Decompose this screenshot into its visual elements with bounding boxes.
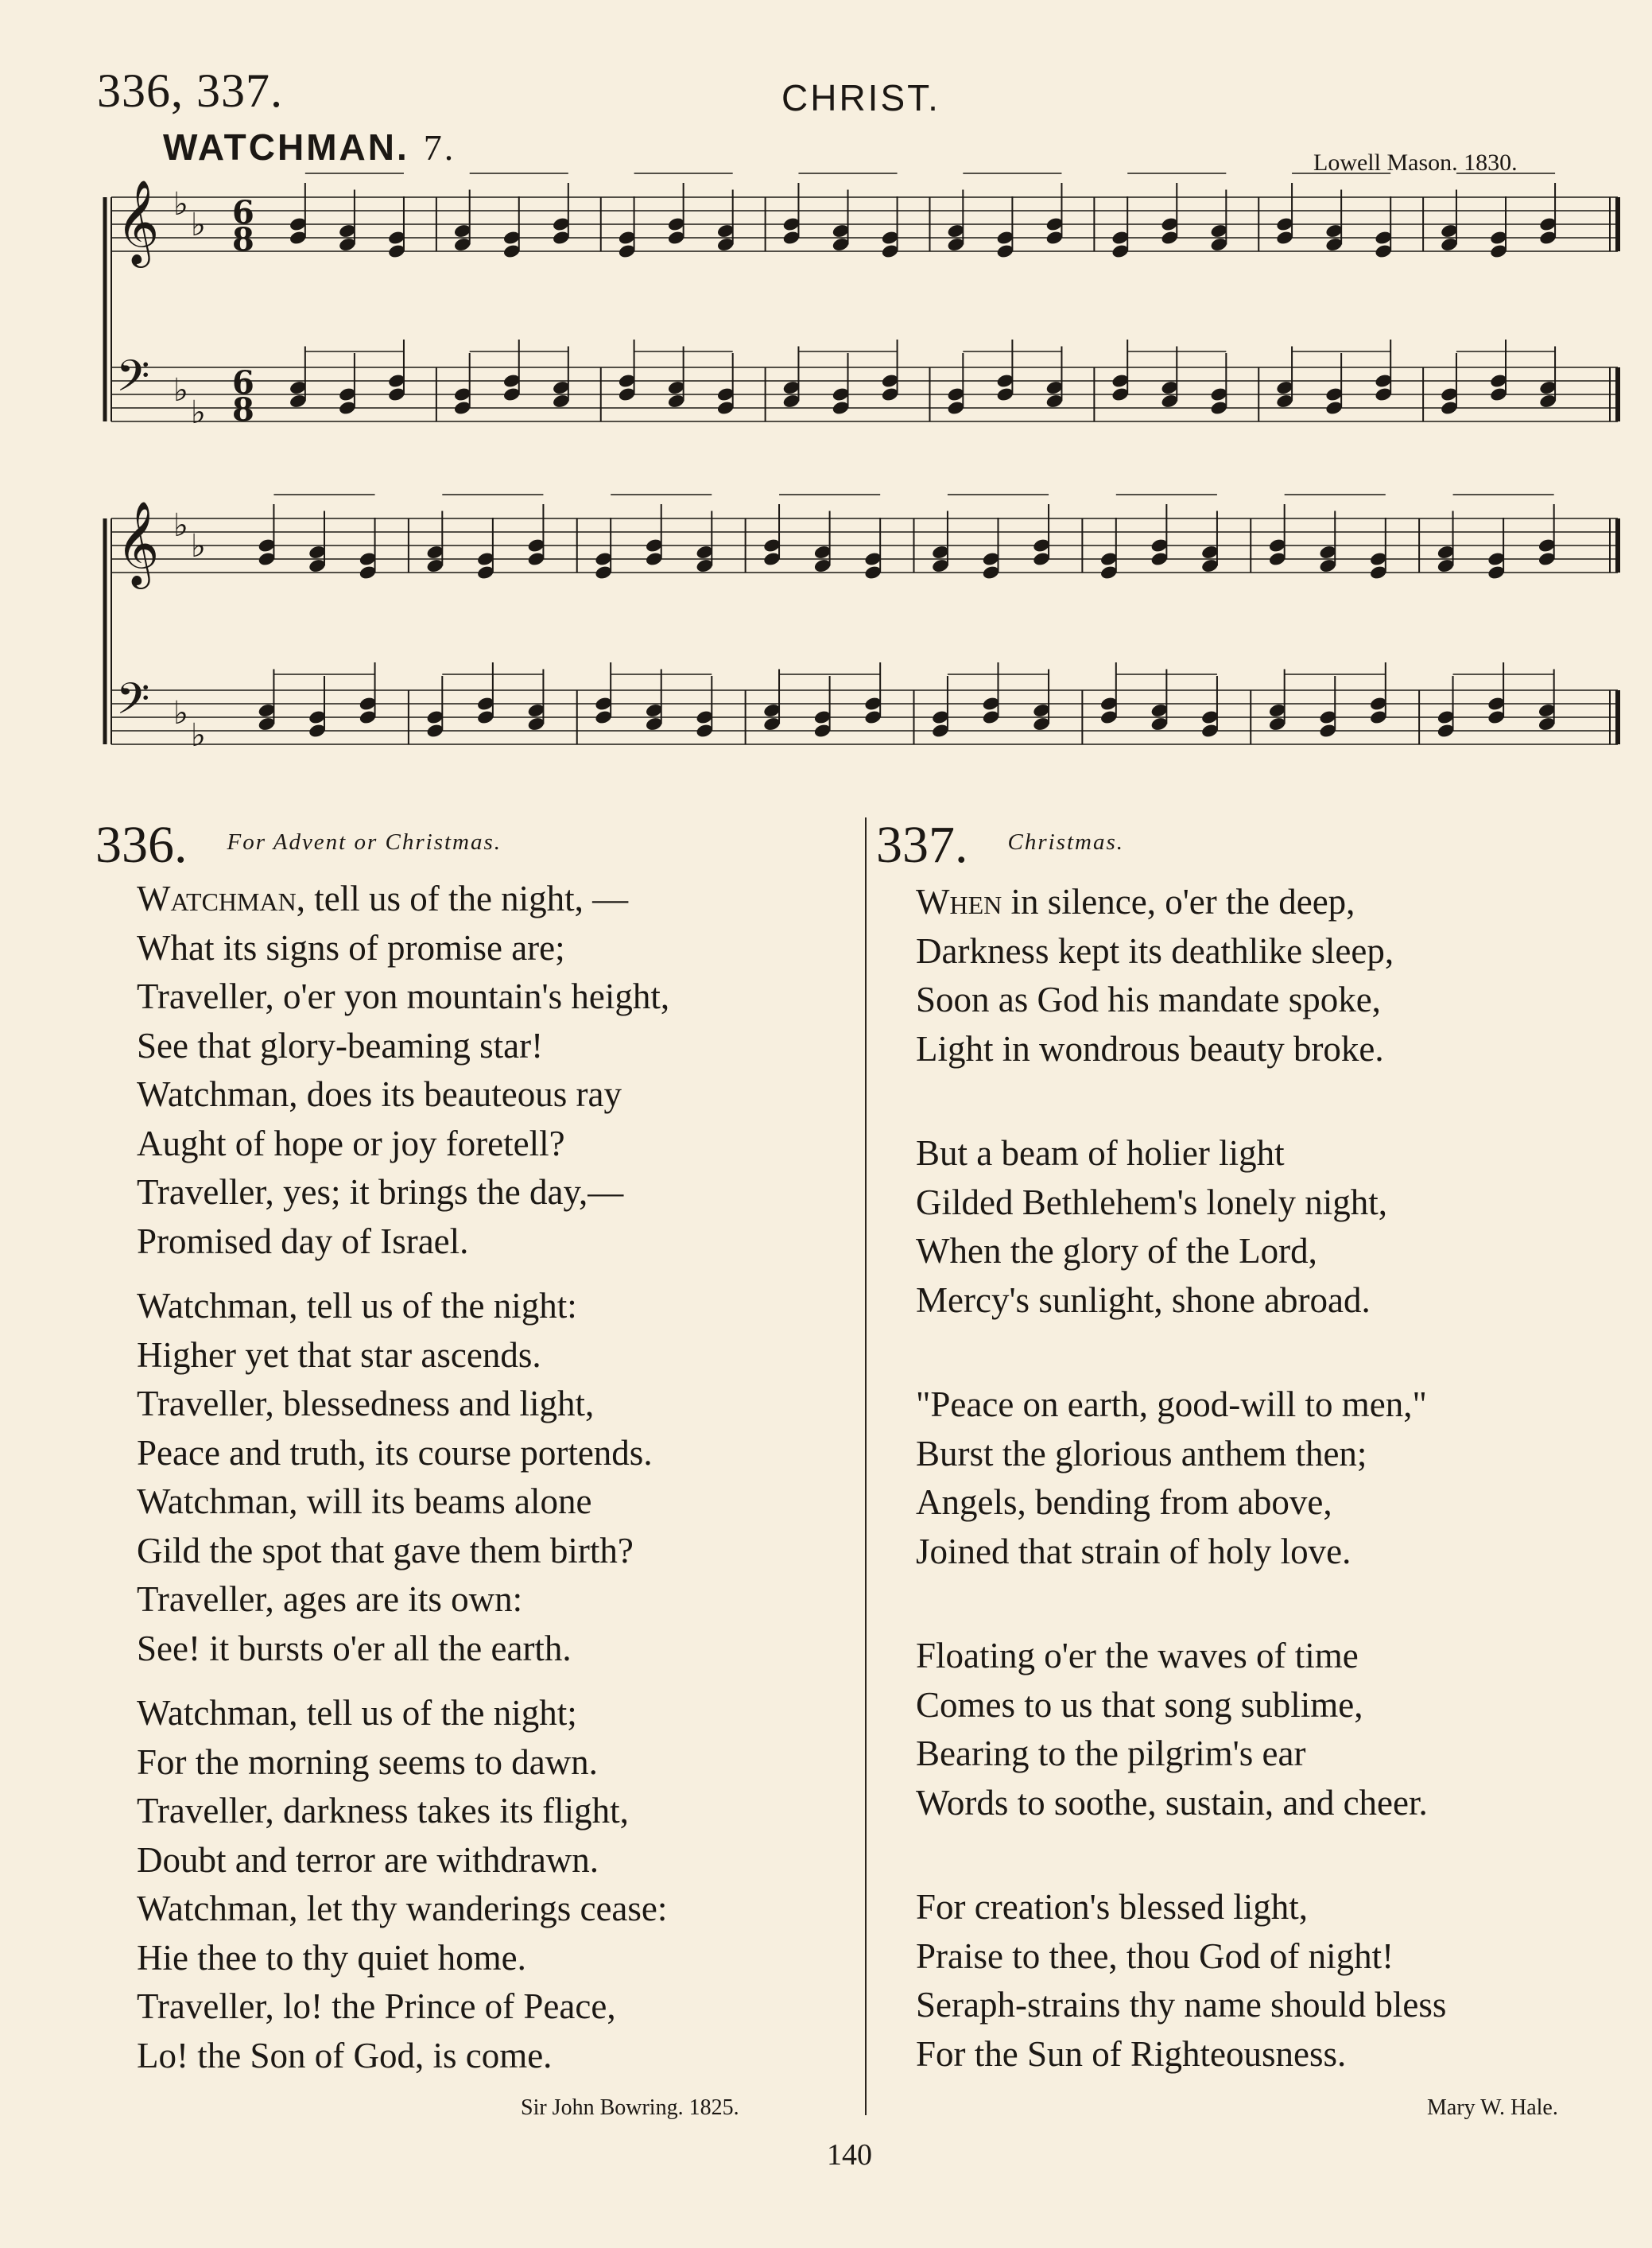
flat-icon: ♭ [191, 528, 206, 565]
verse-line: Seraph-strains thy name should bless [916, 1985, 1447, 2025]
verse-line: Light in wondrous beauty broke. [916, 1028, 1384, 1069]
verse-line: Darkness kept its deathlike sleep, [916, 930, 1394, 971]
hymn-336-occasion: For Advent or Christmas. [227, 829, 502, 855]
tune-meter: 7. [423, 127, 456, 168]
verse-line: Mercy's sunlight, shone abroad. [916, 1279, 1371, 1320]
verse-line: Traveller, yes; it brings the day,— [137, 1172, 624, 1212]
treble-clef-icon: 𝄞 [116, 179, 160, 264]
verse-line: See! it bursts o'er all the earth. [137, 1628, 572, 1668]
stanza [137, 875, 836, 1266]
verse-line: Traveller, darkness takes its flight, [137, 1791, 629, 1831]
verse-line: Traveller, o'er yon mountain's height, [137, 976, 670, 1016]
stanza [916, 1883, 1615, 2079]
verse-line: Promised day of Israel. [137, 1221, 469, 1261]
hymn-336-text [137, 875, 836, 2080]
hymn-337-occasion: Christmas. [1007, 829, 1125, 855]
stanza [137, 1282, 836, 1673]
stanza [916, 1632, 1615, 1827]
hymn-337 [876, 816, 1615, 2079]
time-signature-bottom: 8 [232, 391, 254, 429]
verse-line: Peace and truth, its course portends. [137, 1432, 653, 1473]
hymn-337-author: Mary W. Hale. [1427, 2095, 1558, 2120]
flat-icon: ♭ [173, 695, 188, 732]
verse-line: Angels, bending from above, [916, 1482, 1332, 1522]
verse-line: Watchman, does its beauteous ray [137, 1074, 622, 1114]
verse-line: What its signs of promise are; [137, 927, 565, 968]
stanza [916, 1129, 1615, 1325]
flat-icon: ♭ [173, 372, 188, 409]
verse-line: Words to soothe, sustain, and cheer. [916, 1782, 1428, 1823]
verse-line: Joined that strain of holy love. [916, 1531, 1351, 1571]
verse-line: Doubt and terror are withdrawn. [137, 1839, 599, 1880]
first-word: When [916, 882, 1002, 922]
verse-line: Traveller, ages are its own: [137, 1579, 523, 1619]
composer-credit: Lowell Mason. 1830. [1313, 149, 1518, 176]
verse-line: Hie thee to thy quiet home. [137, 1937, 526, 1978]
verse-line: Gild the spot that gave them birth? [137, 1530, 634, 1570]
flat-icon: ♭ [173, 507, 188, 544]
stanza [916, 878, 1615, 1074]
verse-line: When the glory of the Lord, [916, 1231, 1317, 1271]
verse-line [137, 875, 836, 924]
column-divider [865, 817, 867, 2115]
verse-line: Lo! the Son of God, is come. [137, 2035, 553, 2075]
hymn-336 [95, 816, 836, 2080]
time-signature-top: 6 [232, 364, 254, 402]
line-text: in silence, o'er the deep, [1002, 882, 1355, 922]
verse-line: Watchman, let thy wanderings cease: [137, 1889, 668, 1928]
verse-line: But a beam of holier light [916, 1133, 1285, 1173]
flat-icon: ♭ [173, 186, 188, 223]
hymn-336-author: Sir John Bowring. 1825. [521, 2095, 739, 2120]
verse-line: Floating o'er the waves of time [916, 1636, 1359, 1675]
flat-icon: ♭ [191, 717, 206, 754]
verse-line: Comes to us that song sublime, [916, 1684, 1363, 1725]
verse-line [916, 878, 1615, 927]
hymn-336-number: 336. [95, 816, 188, 874]
treble-clef-icon: 𝄞 [116, 500, 160, 585]
flat-icon: ♭ [191, 394, 206, 431]
verse-line: For the Sun of Righteousness. [916, 2033, 1347, 2074]
hymn-337-heading [876, 816, 1615, 874]
verse-line: "Peace on earth, good-will to men," [916, 1384, 1427, 1424]
music-score [0, 0, 1652, 795]
hymn-336-heading [95, 816, 836, 874]
verse-line: Watchman, tell us of the night: [137, 1286, 577, 1326]
page-number: 140 [827, 2138, 872, 2172]
stanza [916, 1380, 1615, 1576]
verse-line: Aught of hope or joy foretell? [137, 1123, 565, 1163]
time-signature-top: 6 [232, 194, 254, 231]
verse-line: Watchman, tell us of the night; [137, 1693, 577, 1733]
time-signature-bottom: 8 [232, 221, 254, 258]
bass-clef-icon: 𝄢 [116, 351, 150, 412]
stanza [137, 1689, 836, 2080]
section-title: CHRIST. [781, 77, 940, 118]
flat-icon: ♭ [191, 207, 206, 243]
verse-line: Gilded Bethlehem's lonely night, [916, 1182, 1388, 1222]
bass-clef-icon: 𝄢 [116, 674, 150, 735]
verse-line: Soon as God his mandate spoke, [916, 980, 1381, 1019]
tune-name-label: WATCHMAN. [163, 126, 409, 168]
first-word: Watchman [137, 879, 297, 918]
verse-line: Watchman, will its beams alone [137, 1481, 592, 1521]
verse-line: Traveller, blessedness and light, [137, 1384, 595, 1423]
verse-line: Traveller, lo! the Prince of Peace, [137, 1986, 616, 2026]
hymn-numbers: 336, 337. [97, 64, 283, 117]
line-text: , tell us of the night, — [296, 879, 629, 918]
verse-line: For creation's blessed light, [916, 1887, 1309, 1927]
verse-line: Burst the glorious anthem then; [916, 1433, 1367, 1473]
verse-line: Bearing to the pilgrim's ear [916, 1734, 1306, 1773]
hymn-337-text [916, 878, 1615, 2079]
verse-line: For the morning seems to dawn. [137, 1741, 598, 1782]
verse-line: Praise to thee, thou God of night! [916, 1935, 1394, 1976]
verse-line: See that glory-beaming star! [137, 1025, 544, 1066]
verse-line: Higher yet that star ascends. [137, 1334, 541, 1375]
hymn-337-number: 337. [876, 816, 968, 874]
